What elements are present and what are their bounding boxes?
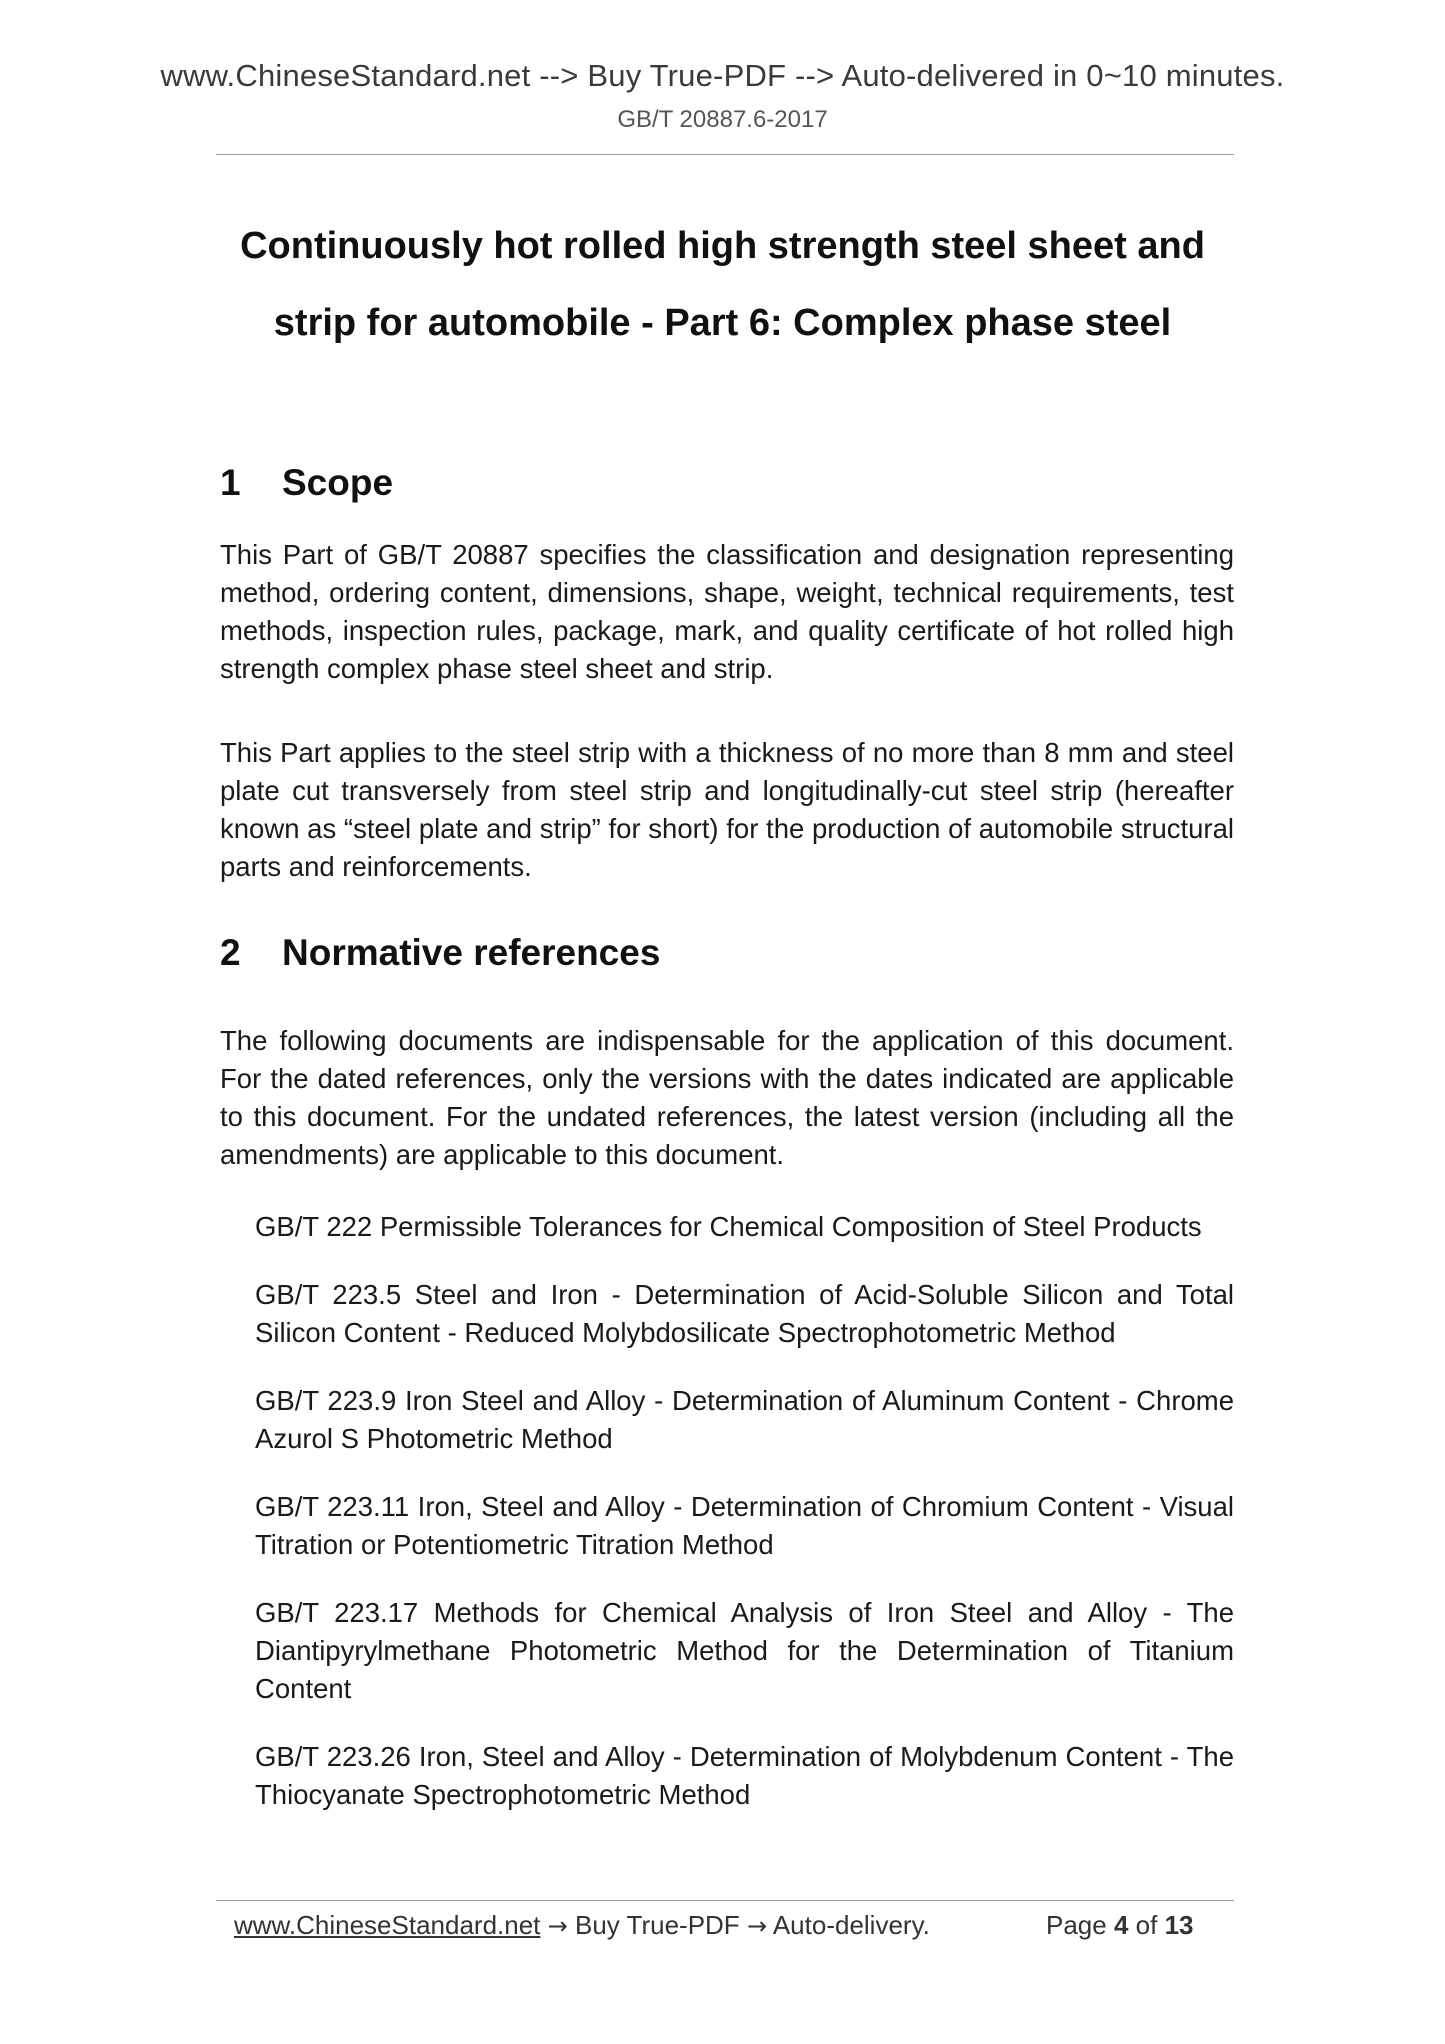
reference-item: GB/T 223.9 Iron Steel and Alloy - Determination of Aluminum Content - Chrome Azurol S Photometric Method xyxy=(255,1385,1234,1454)
scope-paragraph-2: This Part applies to the steel strip with a thickness of no more than 8 mm and steel plate cut transversely from steel strip and longitudinally-cut steel strip (hereafter known as “steel plate and strip” for short) for the production of automobile structural parts and reinforcements. xyxy=(220,737,1234,882)
page-number xyxy=(1046,1910,1194,1941)
page-current: 4 xyxy=(1113,1910,1129,1940)
section-title: Scope xyxy=(282,462,394,503)
right-arrow-icon: → xyxy=(547,1912,568,1940)
page-footer xyxy=(234,1910,1214,1941)
reference-item: GB/T 223.5 Steel and Iron - Determination of Acid-Soluble Silicon and Total Silicon Content - Reduced Molybdosilicate Spectrophotometric Method xyxy=(255,1279,1234,1348)
page-of: of xyxy=(1135,1910,1158,1940)
section-number: 1 xyxy=(220,462,241,503)
title-line-2: strip for automobile - Part 6: Complex phase steel xyxy=(273,302,1172,344)
header-divider xyxy=(216,154,1234,155)
scope-paragraph-1: This Part of GB/T 20887 specifies the classification and designation representing method, ordering content, dimensions, shape, weight, technical requirements, test methods, inspection rules, package, mark, and quality certificate of hot rolled high strength complex phase steel sheet and strip. xyxy=(220,539,1234,684)
references-intro: The following documents are indispensable for the application of this document. For the dated references, only the versions with the dates indicated are applicable to this document. For the undated references, the latest version (including all the amendments) are applicable to this document. xyxy=(220,1025,1234,1170)
reference-item: GB/T 223.11 Iron, Steel and Alloy - Determination of Chromium Content - Visual Titration or Potentiometric Titration Method xyxy=(255,1491,1234,1560)
footer-step-delivery: Auto-delivery. xyxy=(772,1910,930,1940)
footer-divider xyxy=(216,1900,1234,1901)
header-doc-id: GB/T 20887.6-2017 xyxy=(617,106,828,133)
title-line-1: Continuously hot rolled high strength steel sheet and xyxy=(240,225,1205,267)
document-title xyxy=(160,208,1285,362)
reference-item: GB/T 223.26 Iron, Steel and Alloy - Determination of Molybdenum Content - The Thiocyanate Spectrophotometric Method xyxy=(255,1741,1234,1810)
page-label: Page xyxy=(1046,1910,1107,1940)
footer-site-link[interactable]: www.ChineseStandard.net xyxy=(234,1910,541,1940)
section-heading-scope xyxy=(220,462,393,504)
footer-step-buy: Buy True-PDF xyxy=(574,1910,740,1940)
reference-list xyxy=(255,1208,1234,1844)
right-arrow-icon: → xyxy=(746,1912,768,1940)
section-title: Normative references xyxy=(282,932,661,973)
header-banner: www.ChineseStandard.net --> Buy True-PDF --> Auto-delivered in 0~10 minutes. xyxy=(160,58,1285,93)
page-total: 13 xyxy=(1164,1910,1194,1940)
section-heading-normative-references xyxy=(220,932,660,974)
reference-item: GB/T 222 Permissible Tolerances for Chemical Composition of Steel Products xyxy=(255,1211,1202,1242)
section-number: 2 xyxy=(220,932,241,973)
reference-item: GB/T 223.17 Methods for Chemical Analysis of Iron Steel and Alloy - The Diantipyrylmethane Photometric Method for the Determination of Titanium Content xyxy=(255,1597,1234,1704)
